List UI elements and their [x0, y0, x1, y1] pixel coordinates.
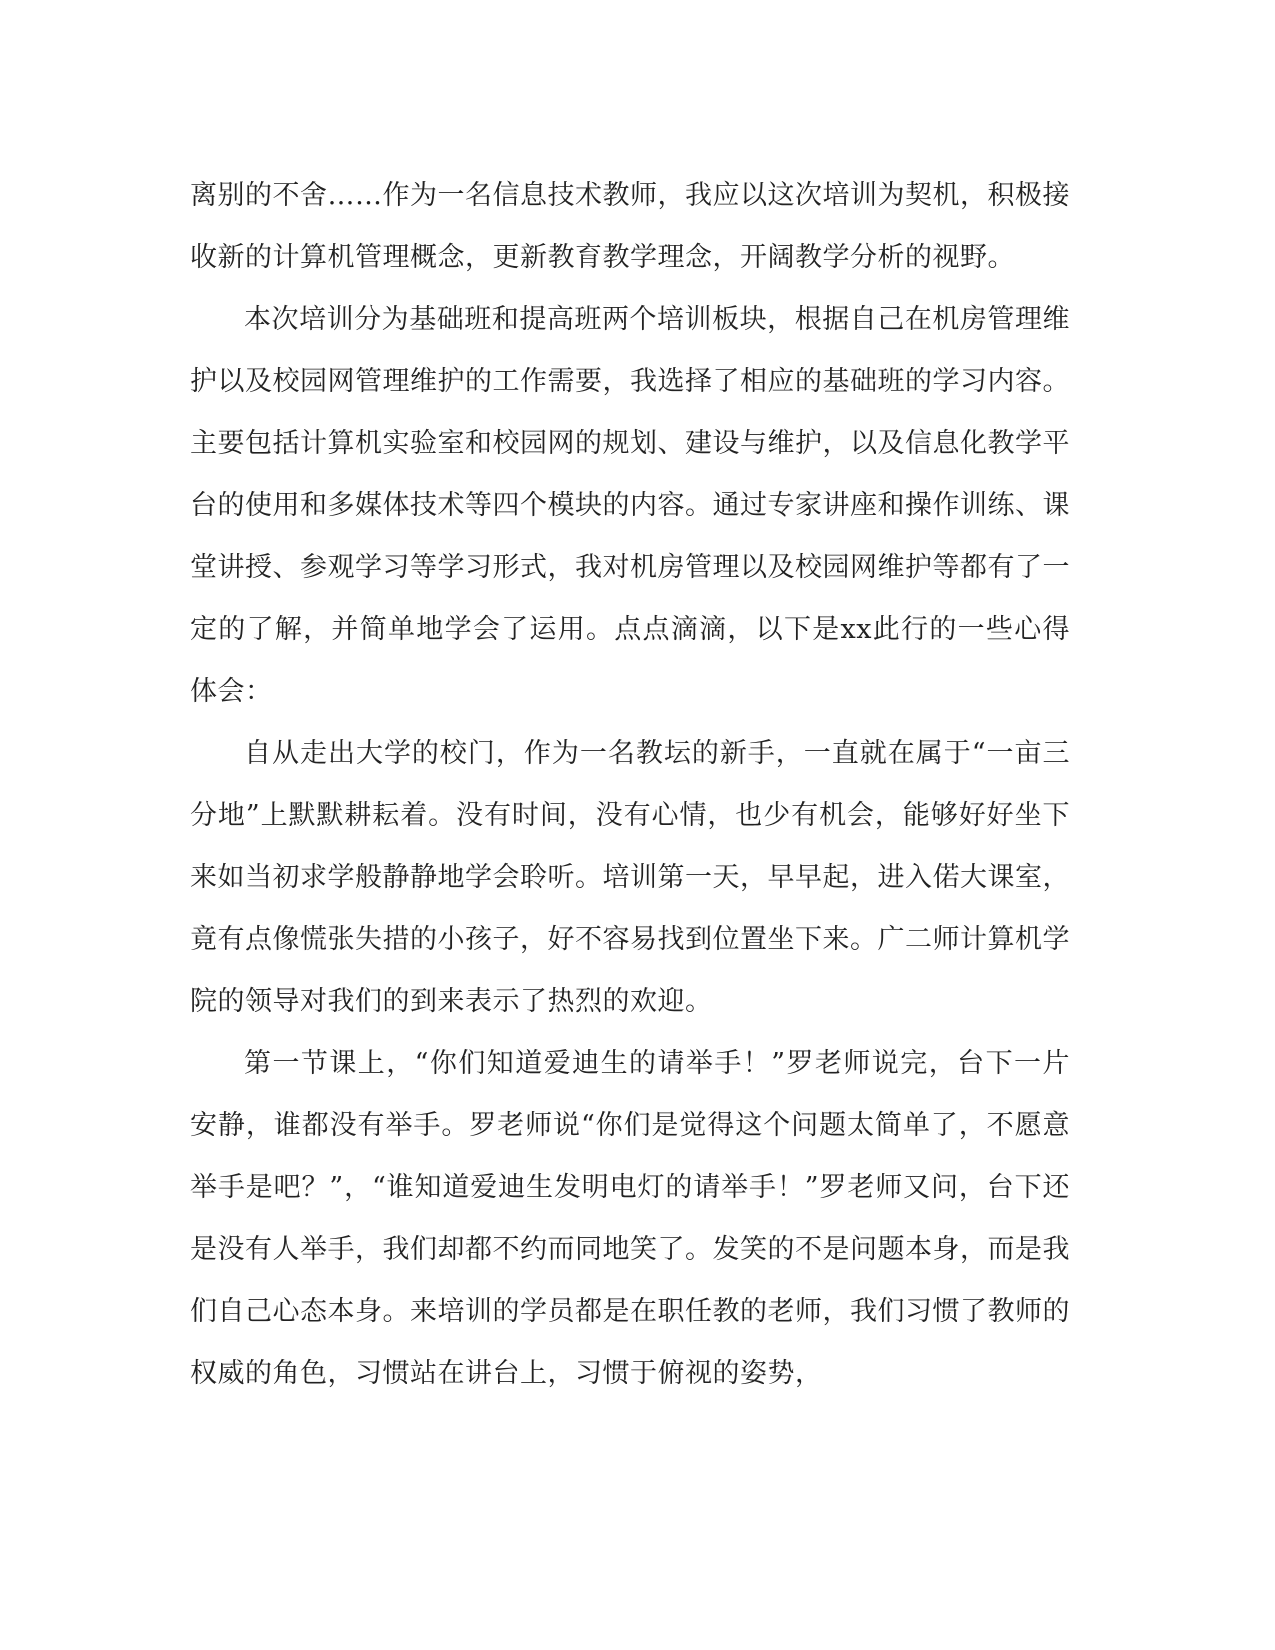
paragraph-2: 本次培训分为基础班和提高班两个培训板块，根据自己在机房管理维护以及校园网管理维护的工作需要，我选择了相应的基础班的学习内容。主要包括计算机实验室和校园网的规划、建设与维护，以及信息化教学平台的使用和多媒体技术等四个模块的内容。通过专家讲座和操作训练、课堂讲授、参观学习等学习形式，我对机房管理以及校园网维护等都有了一定的了解，并简单地学会了运用。点点滴滴，以下是xx此行的一些心得体会：: [190, 304, 1070, 707]
document-body: [190, 165, 1070, 1405]
paragraph-4: 第一节课上，“你们知道爱迪生的请举手！”罗老师说完，台下一片安静，谁都没有举手。罗老师说“你们是觉得这个问题太简单了，不愿意举手是吧？”，“谁知道爱迪生发明电灯的请举手！”罗老师又问，台下还是没有人举手，我们却都不约而同地笑了。发笑的不是问题本身，而是我们自己心态本身。来培训的学员都是在职任教的老师，我们习惯了教师的权威的角色，习惯站在讲台上，习惯于俯视的姿势，: [190, 1048, 1070, 1389]
paragraph-3: 自从走出大学的校门，作为一名教坛的新手，一直就在属于“一亩三分地”上默默耕耘着。没有时间，没有心情，也少有机会，能够好好坐下来如当初求学般静静地学会聆听。培训第一天，早早起，进入偌大课室，竟有点像慌张失措的小孩子，好不容易找到位置坐下来。广二师计算机学院的领导对我们的到来表示了热烈的欢迎。: [190, 738, 1070, 1017]
paragraph-1: 离别的不舍……作为一名信息技术教师，我应以这次培训为契机，积极接收新的计算机管理概念，更新教育教学理念，开阔教学分析的视野。: [190, 180, 1070, 273]
